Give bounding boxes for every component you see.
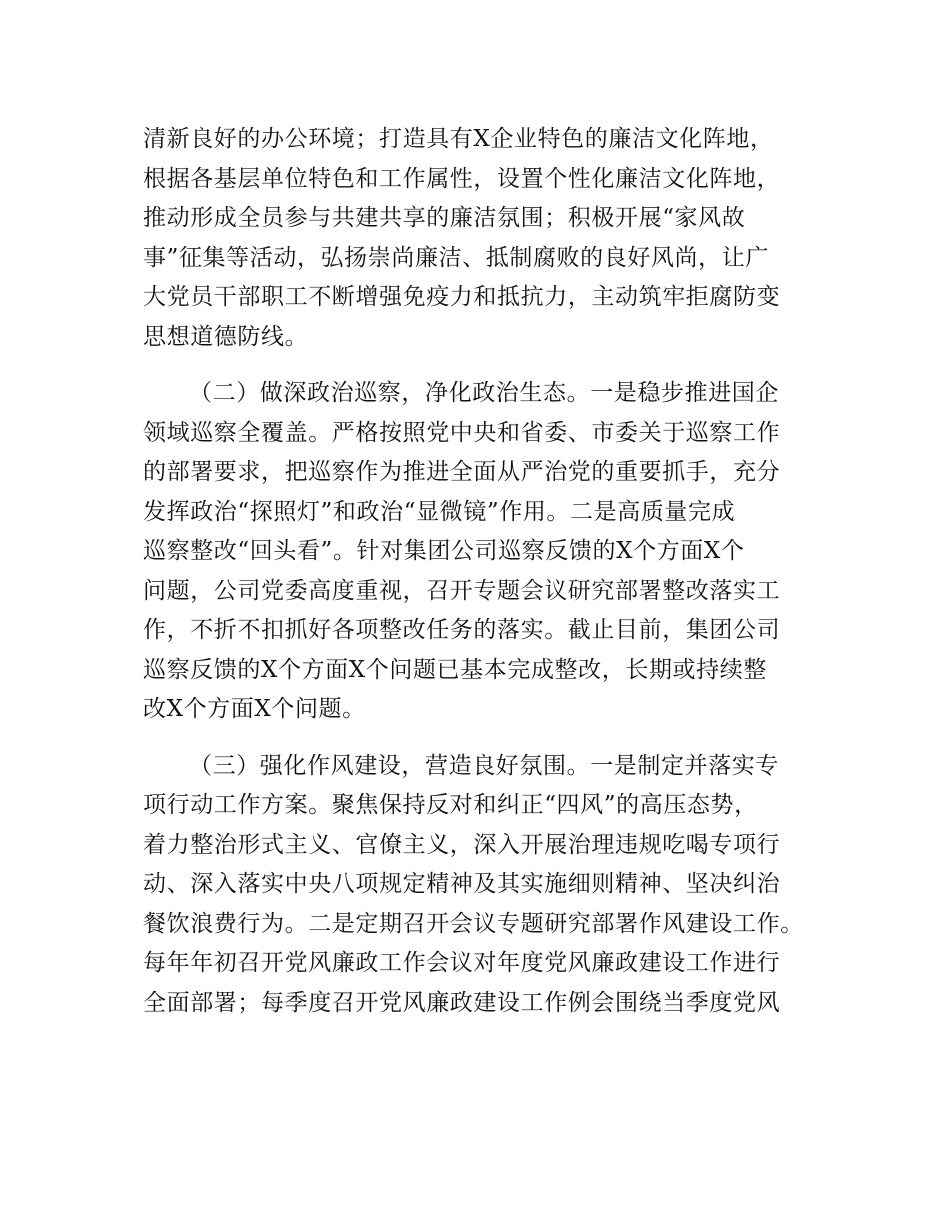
- text-line: 事”征集等活动，弘扬崇尚廉洁、抵制腐败的良好风尚，让广: [143, 244, 769, 271]
- text-line: 推动形成全员参与共建共享的廉洁氛围；积极开展“家风故: [143, 205, 746, 231]
- text-line: 领域巡察全覆盖。严格按照党中央和省委、市委关于巡察工作: [143, 419, 781, 446]
- text-line: 发挥政治“探照灯”和政治“显微镜”作用。二是高质量完成: [143, 498, 736, 525]
- text-line: 项行动工作方案。聚焦保持反对和纠正“四风”的高压态势，: [143, 792, 758, 818]
- text-line: 动、深入落实中央八项规定精神及其实施细则精神、坚决纠治: [143, 871, 781, 897]
- text-line: 作，不折不扣抓好各项整改任务的落实。截止目前，集团公司: [143, 617, 781, 643]
- text-line: 大党员干部职工不断增强免疫力和抵抗力，主动筑牢拒腐防变: [143, 284, 781, 310]
- text-line: 餐饮浪费行为。二是定期召开会议专题研究部署作风建设工作。: [143, 910, 804, 937]
- paragraph: [143, 374, 833, 730]
- paragraph: [143, 747, 833, 1024]
- text-line: 思想道德防线。: [143, 323, 309, 350]
- text-line: 巡察反馈的X个方面X个问题已基本完成整改，长期或持续整: [143, 656, 767, 683]
- text-line: 每年年初召开党风廉政工作会议对年度党风廉政建设工作进行: [143, 950, 781, 976]
- text-line: （三）强化作风建设，营造良好氛围。一是制定并落实专: [189, 752, 779, 779]
- paragraph-gap: [143, 357, 833, 374]
- text-line: 巡察整改“回头看”。针对集团公司巡察反馈的X个方面X个: [143, 538, 745, 564]
- text-line: 的部署要求，把巡察作为推进全面从严治党的重要抓手，充分: [143, 459, 781, 485]
- paragraph: [143, 120, 833, 357]
- text-line: 改X个方面X个问题。: [143, 696, 366, 722]
- text-line: 清新良好的办公环境；打造具有X企业特色的廉洁文化阵地，: [143, 126, 774, 152]
- paragraph-gap: [143, 730, 833, 747]
- text-line: 根据各基层单位特色和工作属性，设置个性化廉洁文化阵地，: [143, 165, 781, 192]
- text-line: 全面部署；每季度召开党风廉政建设工作例会围绕当季度党风: [143, 989, 781, 1016]
- text-line: 问题，公司党委高度重视，召开专题会议研究部署整改落实工: [143, 577, 781, 604]
- text-line: （二）做深政治巡察，净化政治生态。一是稳步推进国企: [189, 380, 779, 406]
- text-line: 着力整治形式主义、官僚主义，深入开展治理违规吃喝专项行: [143, 831, 781, 858]
- document-body: [143, 120, 833, 1023]
